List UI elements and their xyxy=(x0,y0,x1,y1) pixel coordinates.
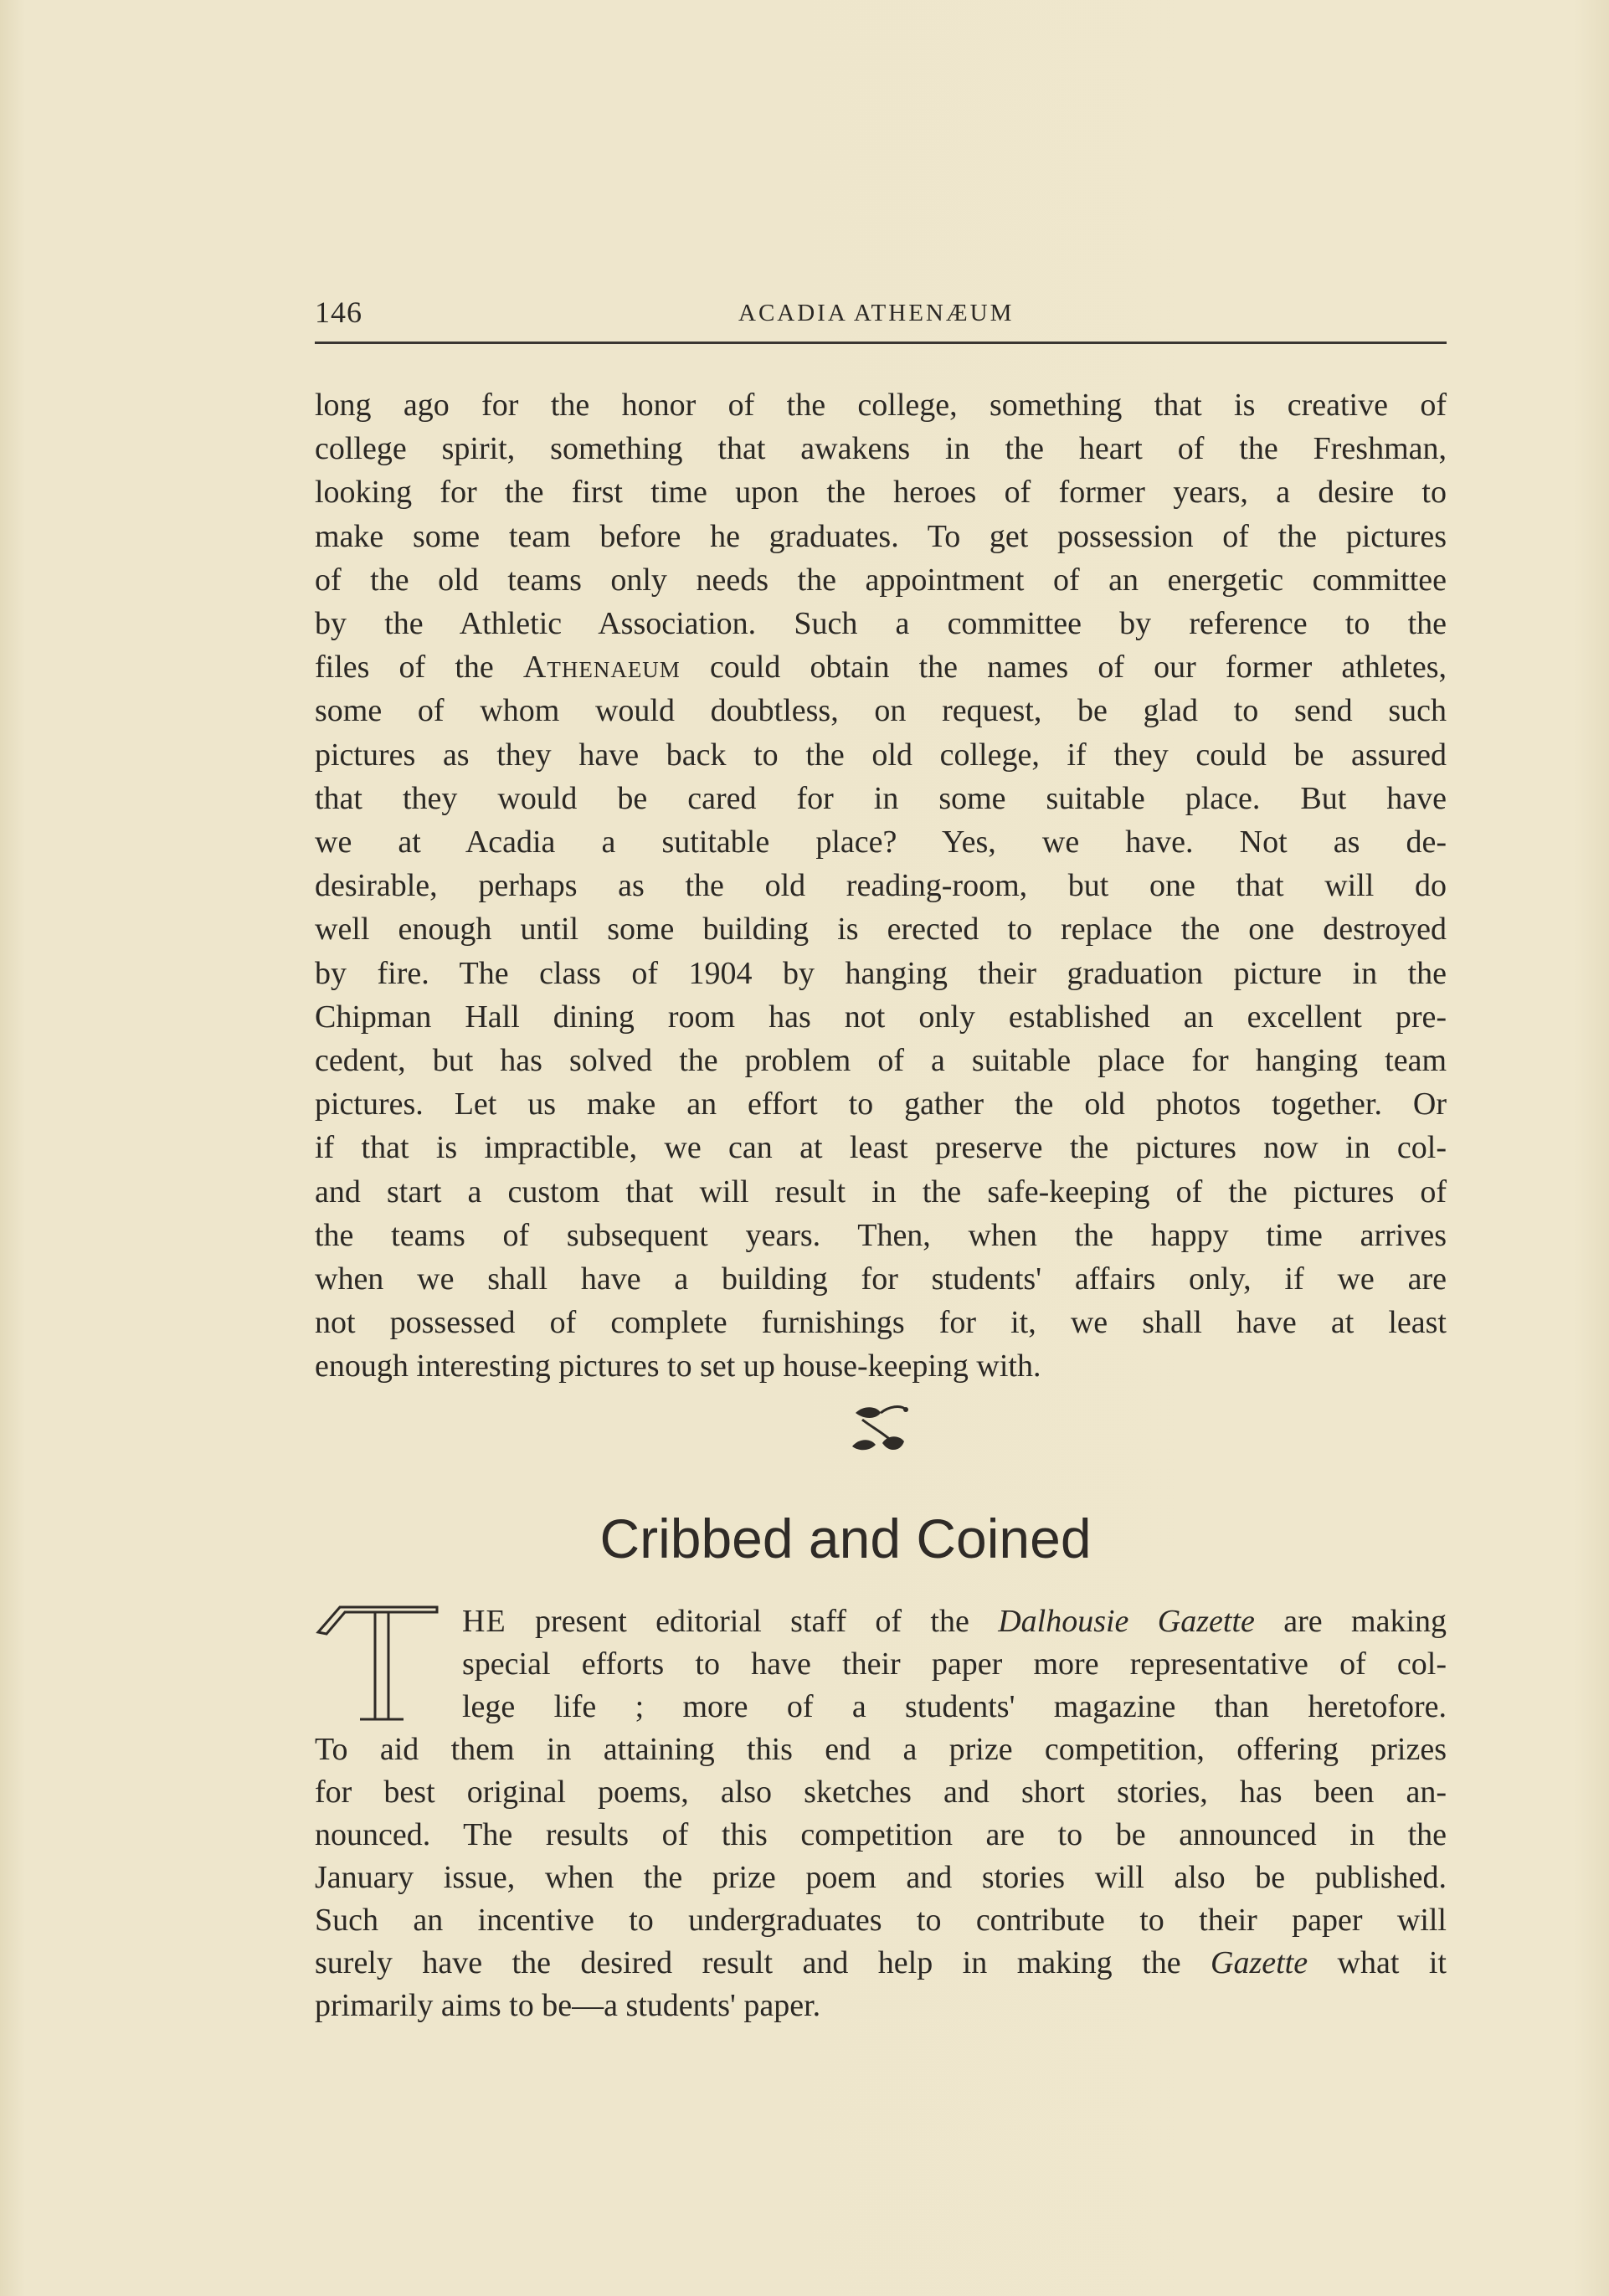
text-line: To aid them in attaining this end a prize competition, offering prizes xyxy=(315,1732,1447,1767)
text-line: for best original poems, also sketches and short stories, has been an- xyxy=(315,1775,1447,1810)
article-body xyxy=(315,383,1447,1389)
text-line: pictures. Let us make an effort to gather the old photos together. Or xyxy=(315,1086,1447,1122)
drop-cap-rest: HE xyxy=(462,1604,506,1639)
text-line xyxy=(315,645,1447,689)
athenaeum-smallcaps: Athenaeum xyxy=(522,650,681,686)
text-line: nounced. The results of this competition are to be announced in the xyxy=(315,1817,1447,1852)
text-fragment: could obtain the names of our former athletes, xyxy=(680,650,1447,686)
page-header xyxy=(315,295,1447,344)
text-line: make some team before he graduates. To get possession of the pictures xyxy=(315,518,1447,554)
text-line: primarily aims to be—a students' paper. xyxy=(315,1988,821,2023)
text-fragment: what it xyxy=(1308,1945,1447,1980)
section-body xyxy=(315,1600,1447,2027)
publication-title: Gazette xyxy=(1211,1945,1308,1980)
text-line: college spirit, something that awakens in the heart of the Freshman, xyxy=(315,431,1447,467)
text-line: pictures as they have back to the old college, if they could be assured xyxy=(315,737,1447,773)
text-fragment: files of the xyxy=(315,650,523,686)
page-number: 146 xyxy=(315,295,362,329)
text-line: lege life ; more of a students' magazine than heretofore. xyxy=(462,1689,1447,1724)
text-line: if that is impractible, we can at least preserve the pictures now in col- xyxy=(315,1130,1447,1166)
text-line: desirable, perhaps as the old reading-room, but one that will do xyxy=(315,868,1447,904)
text-line: some of whom would doubtless, on request, be glad to send such xyxy=(315,693,1447,729)
text-line: by the Athletic Association. Such a committee by reference to the xyxy=(315,606,1447,642)
text-fragment: present editorial staff of the xyxy=(506,1604,999,1639)
floral-fleuron-icon xyxy=(846,1401,912,1460)
publication-title: Dalhousie Gazette xyxy=(998,1604,1255,1639)
text-line: well enough until some building is erected to replace the one destroyed xyxy=(315,912,1447,948)
text-line: when we shall have a building for students' affairs only, if we are xyxy=(315,1261,1447,1297)
text-line: not possessed of complete furnishings for it, we shall have at least xyxy=(315,1305,1447,1341)
section-heading: Cribbed and Coined xyxy=(599,1508,1092,1569)
text-line: special efforts to have their paper more representative of col- xyxy=(462,1646,1447,1682)
text-line: looking for the first time upon the heroes of former years, a desire to xyxy=(315,475,1447,511)
text-line: by fire. The class of 1904 by hanging their graduation picture in the xyxy=(315,955,1447,991)
running-title: ACADIA ATHENÆUM xyxy=(738,300,1015,326)
text-line: Such an incentive to undergraduates to contribute to their paper will xyxy=(315,1903,1447,1938)
text-line: long ago for the honor of the college, something that is creative of xyxy=(315,388,1447,423)
text-line: that they would be cared for in some suitable place. But have xyxy=(315,780,1447,816)
text-line: we at Acadia a sutitable place? Yes, we have. Not as de- xyxy=(315,824,1447,860)
drop-cap-t xyxy=(315,1600,440,1724)
text-line xyxy=(315,1942,1447,1985)
text-line: and start a custom that will result in the safe-keeping of the pictures of xyxy=(315,1174,1447,1210)
text-fragment: are making xyxy=(1254,1604,1447,1639)
text-line: January issue, when the prize poem and stories will also be published. xyxy=(315,1860,1447,1895)
text-line: of the old teams only needs the appointment of an energetic committee xyxy=(315,562,1447,598)
text-fragment: surely have the desired result and help in making the xyxy=(315,1945,1211,1980)
text-line: cedent, but has solved the problem of a suitable place for hanging team xyxy=(315,1043,1447,1079)
text-line: Chipman Hall dining room has not only established an excellent pre- xyxy=(315,999,1447,1035)
text-line: the teams of subsequent years. Then, when the happy time arrives xyxy=(315,1217,1447,1253)
text-line xyxy=(315,1600,1447,1643)
text-line: enough interesting pictures to set up house-keeping with. xyxy=(315,1348,1041,1384)
